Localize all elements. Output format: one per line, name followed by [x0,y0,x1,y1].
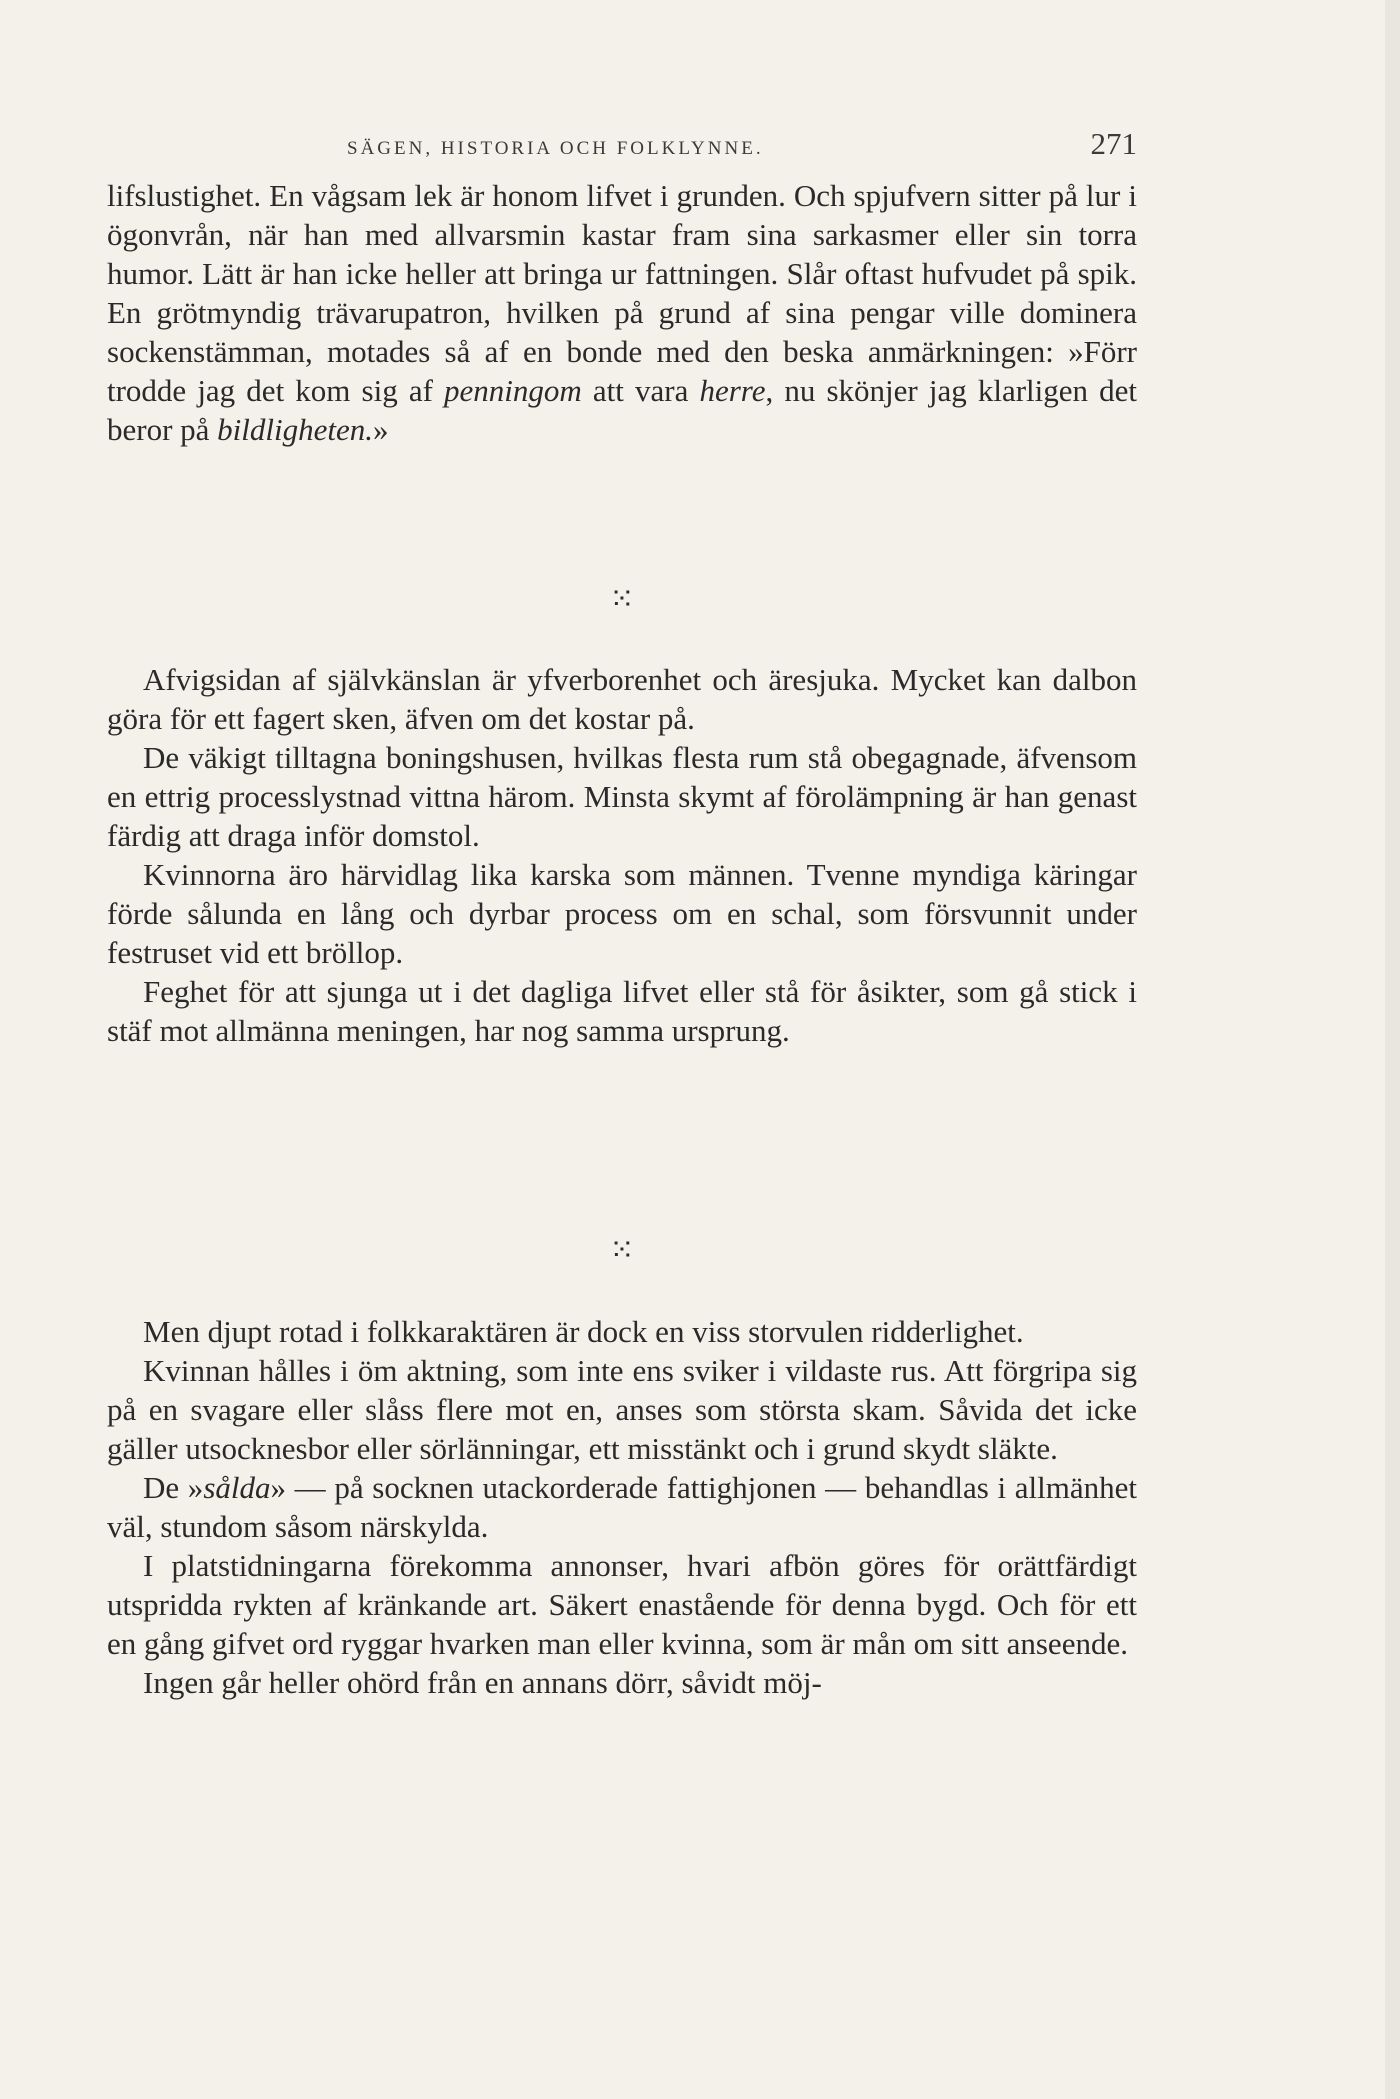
section-1 [107,176,1137,449]
paragraph: De väkigt tilltagna boningshusen, hvilkas flesta rum stå obegagnade, äfvensom en ettrig processlystnad vittna härom. Minsta skymt af förolämpning är han genast färdig att draga inför domstol. [107,740,1137,853]
text-run: De » [143,1470,204,1505]
paragraph: Men djupt rotad i folkkaraktären är dock en viss storvulen ridderlighet. [143,1314,1024,1349]
page-edge [1385,0,1400,2099]
italic-run: herre [699,373,766,408]
paragraph: Afvigsidan af självkänslan är yfverborenhet och äresjuka. Mycket kan dalbon göra för ett fagert sken, äfven om det kostar på. [107,662,1137,736]
section-ornament: ⁙ [609,1233,635,1268]
text-run: » [373,412,389,447]
paragraph: I platstidningarna förekomma annonser, hvari afbön göres för orättfärdigt utspridda rykten af kränkande art. Säkert enastående för denna bygd. Och för ett en gång gifvet ord ryggar hvarken man eller kvinna, som är mån om sitt anseende. [107,1548,1137,1661]
italic-run: sålda [203,1470,271,1505]
text-run: » — på socknen utackorderade fattighjonen — behandlas i allmänhet väl, stundom såsom närskylda. [107,1470,1137,1544]
paragraph-continued [107,176,1137,449]
paragraph: Kvinnorna äro härvidlag lika karska som männen. Tvenne myndiga käringar förde sålunda en lång och dyrbar process om en schal, som försvunnit under festruset vid ett bröllop. [107,857,1137,970]
section-2 [107,660,1137,1050]
section-ornament: ⁙ [609,582,635,617]
italic-run: bildligheten. [217,412,374,447]
running-title: SÄGEN, HISTORIA OCH FOLKLYNNE. [347,138,764,159]
text-run: lifslustighet. En vågsam lek är honom lifvet i grunden. Och spjufvern sitter på lur i ögonvrån, när han med allvarsmin kastar fram sina sarkasmer eller sin torra humor. Lätt är han icke heller att bringa ur fattningen. Slår oftast hufvudet på spik. En grötmyndig trävarupatron, hvilken på grund af sina pengar ville dominera sockenstämman, motades så af en bonde med den beska anmärkningen: »Förr trodde jag det kom sig af [107,178,1137,408]
running-header [107,124,1137,174]
paragraph [107,1468,1137,1546]
text-run: att vara [581,373,700,408]
paragraph: Ingen går heller ohörd från en annans dörr, såvidt möj- [143,1665,822,1700]
paragraph: Feghet för att sjunga ut i det dagliga lifvet eller stå för åsikter, som gå stick i stäf mot allmänna meningen, har nog samma ursprung. [107,974,1137,1048]
page-number: 271 [1090,126,1137,161]
italic-run: penningom [444,373,582,408]
section-3 [107,1312,1137,1702]
paragraph: Kvinnan hålles i öm aktning, som inte ens sviker i vildaste rus. Att förgripa sig på en svagare eller slåss flere mot en, anses som största skam. Såvida det icke gäller utsocknesbor eller sörlänningar, ett misstänkt och i grund skydt släkte. [107,1353,1137,1466]
text-run: , nu skönjer jag klarligen det beror på [107,373,1138,447]
